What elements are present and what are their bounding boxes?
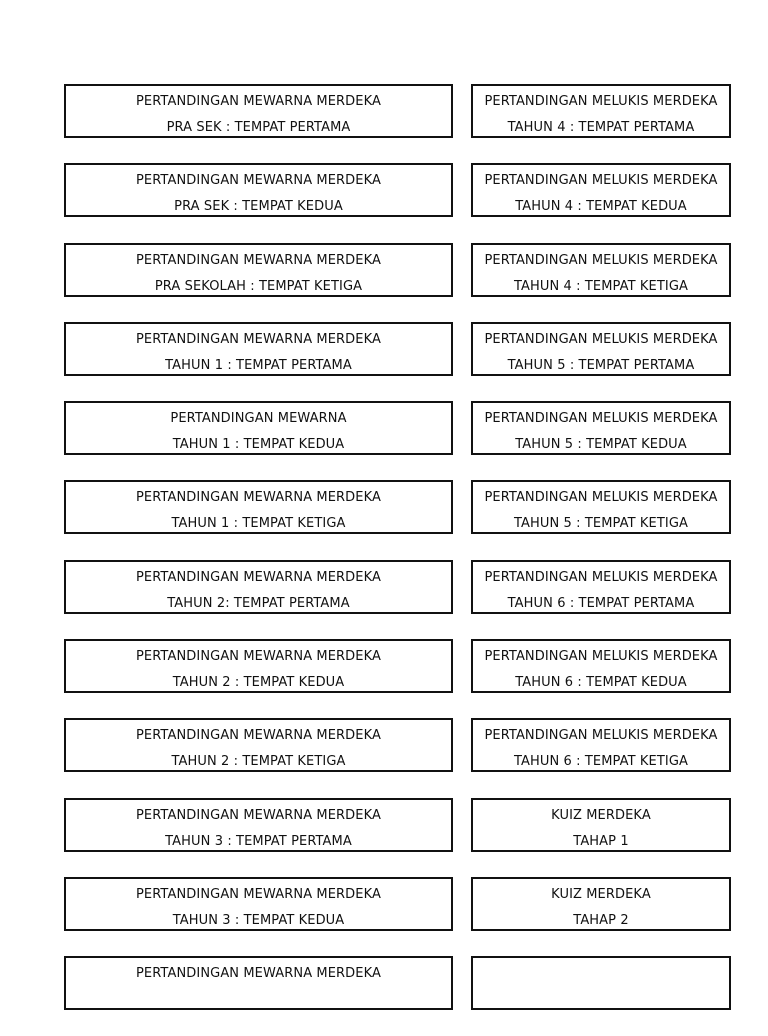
label-box <box>471 956 731 1010</box>
label-title: PERTANDINGAN MEWARNA MERDEKA <box>135 331 381 347</box>
label-subtitle: TAHUN 3 : TEMPAT KEDUA <box>172 912 345 928</box>
label-subtitle: TAHUN 4 : TEMPAT PERTAMA <box>507 120 695 135</box>
label-subtitle: PRA SEK : TEMPAT PERTAMA <box>166 120 351 135</box>
label-title: PERTANDINGAN MEWARNA MERDEKA <box>135 569 381 585</box>
label-box <box>64 480 453 534</box>
label-box <box>64 877 453 931</box>
label-box <box>471 718 731 772</box>
label-subtitle: TAHAP 2 <box>573 912 629 928</box>
label-title: PERTANDINGAN MEWARNA MERDEKA <box>135 728 381 744</box>
label-title: PERTANDINGAN MEWARNA MERDEKA <box>135 173 381 189</box>
label-subtitle: TAHUN 2: TEMPAT PERTAMA <box>167 595 350 611</box>
label-title: PERTANDINGAN MEWARNA MERDEKA <box>135 252 381 268</box>
label-box <box>64 163 453 217</box>
label-box <box>471 798 731 852</box>
label-title: PERTANDINGAN MEWARNA MERDEKA <box>135 966 381 982</box>
label-subtitle: PRA SEKOLAH : TEMPAT KETIGA <box>154 278 363 294</box>
label-box <box>471 84 731 138</box>
right-label-column <box>471 84 731 1036</box>
label-subtitle: TAHUN 4 : TEMPAT KEDUA <box>515 199 687 215</box>
label-title: PERTANDINGAN MEWARNA MERDEKA <box>135 490 381 506</box>
label-subtitle: TAHUN 1 : TEMPAT KETIGA <box>171 516 346 532</box>
label-title: PERTANDINGAN MEWARNA MERDEKA <box>135 886 381 902</box>
label-box <box>471 243 731 297</box>
label-subtitle: TAHUN 3 : TEMPAT PERTAMA <box>165 833 352 849</box>
label-box <box>64 560 453 614</box>
label-box <box>471 401 731 455</box>
label-title: PERTANDINGAN MELUKIS MERDEKA <box>484 94 718 109</box>
label-title: KUIZ MERDEKA <box>551 807 651 823</box>
label-subtitle: TAHUN 6 : TEMPAT KEDUA <box>515 675 687 691</box>
label-box <box>64 718 453 772</box>
label-title: PERTANDINGAN MELUKIS MERDEKA <box>484 252 718 268</box>
label-title: PERTANDINGAN MELUKIS MERDEKA <box>484 649 718 665</box>
label-subtitle: TAHUN 2 : TEMPAT KETIGA <box>171 754 346 770</box>
label-box <box>471 639 731 693</box>
label-box <box>471 560 731 614</box>
label-box <box>471 480 731 534</box>
label-subtitle: PRA SEK : TEMPAT KEDUA <box>174 199 343 215</box>
label-title: PERTANDINGAN MELUKIS MERDEKA <box>484 173 718 189</box>
label-box <box>64 322 453 376</box>
label-subtitle: TAHUN 4 : TEMPAT KETIGA <box>513 278 688 294</box>
label-title: PERTANDINGAN MEWARNA MERDEKA <box>135 807 381 823</box>
label-box <box>471 322 731 376</box>
label-box <box>64 243 453 297</box>
label-subtitle: TAHUN 6 : TEMPAT PERTAMA <box>507 595 695 611</box>
label-title: PERTANDINGAN MEWARNA MERDEKA <box>135 649 381 665</box>
label-subtitle: TAHUN 2 : TEMPAT KEDUA <box>172 675 345 691</box>
label-subtitle: TAHUN 1 : TEMPAT KEDUA <box>172 437 345 453</box>
label-title: KUIZ MERDEKA <box>551 886 651 902</box>
label-title: PERTANDINGAN MELUKIS MERDEKA <box>484 728 718 744</box>
label-subtitle: TAHUN 5 : TEMPAT KEDUA <box>515 437 687 453</box>
label-title: PERTANDINGAN MELUKIS MERDEKA <box>484 490 718 506</box>
label-subtitle: TAHUN 5 : TEMPAT KETIGA <box>513 516 688 532</box>
label-box <box>471 877 731 931</box>
label-box <box>471 163 731 217</box>
label-box <box>64 639 453 693</box>
label-title: PERTANDINGAN MEWARNA <box>170 411 347 427</box>
label-title: PERTANDINGAN MEWARNA MERDEKA <box>135 94 381 109</box>
label-box <box>64 798 453 852</box>
left-label-column <box>64 84 453 1036</box>
label-subtitle: TAHAP 1 <box>573 833 629 849</box>
label-title: PERTANDINGAN MELUKIS MERDEKA <box>484 331 718 347</box>
label-box <box>64 401 453 455</box>
label-title: PERTANDINGAN MELUKIS MERDEKA <box>484 569 718 585</box>
label-subtitle: TAHUN 1 : TEMPAT PERTAMA <box>165 357 352 373</box>
label-box <box>64 84 453 138</box>
label-box <box>64 956 453 1010</box>
label-subtitle: TAHUN 5 : TEMPAT PERTAMA <box>507 357 695 373</box>
label-subtitle: TAHUN 6 : TEMPAT KETIGA <box>513 754 688 770</box>
label-title: PERTANDINGAN MELUKIS MERDEKA <box>484 411 718 427</box>
